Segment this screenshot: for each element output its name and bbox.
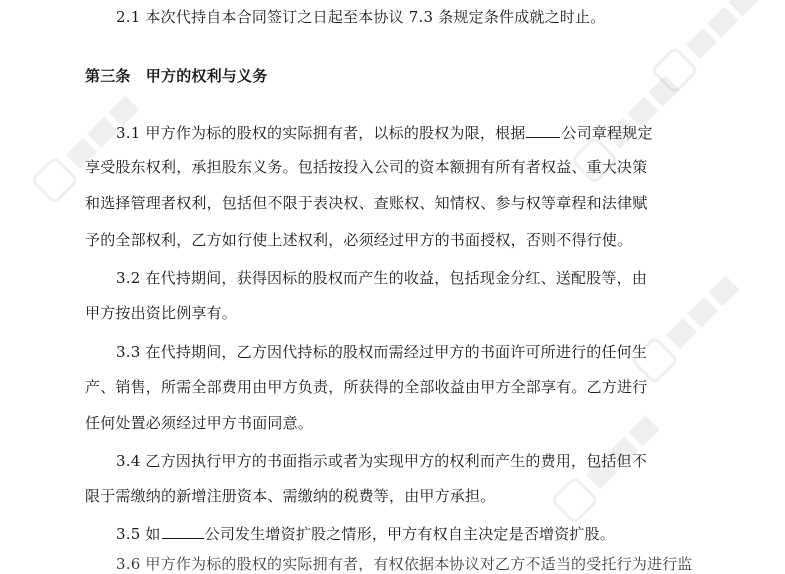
clause-3-1-text-a: 3.1 甲方作为标的股权的实际拥有者，以标的股权为限，根据 bbox=[116, 124, 526, 142]
clause-3-4-line-1: 3.4 乙方因执行甲方的书面指示或者为实现甲方的权利而产生的费用，包括但不 bbox=[116, 452, 648, 470]
watermark-logo bbox=[628, 253, 762, 387]
clause-3-5-text-b: 公司发生增资扩股之情形，甲方有权自主决定是否增资扩股。 bbox=[204, 525, 616, 543]
clause-3-3-line-3: 任何处置必须经过甲方书面同意。 bbox=[85, 414, 314, 432]
clause-3-5-line-1 bbox=[116, 524, 615, 544]
clause-3-1-line-3: 和选择管理者权利，包括但不限于表决权、查账权、知情权、参与权等章程和法律赋 bbox=[85, 194, 648, 212]
clause-3-2-line-2: 甲方按出资比例享有。 bbox=[85, 304, 238, 322]
clause-3-2-line-1: 3.2 在代持期间，获得因标的股权而产生的收益，包括现金分红、送配股等，由 bbox=[116, 269, 648, 287]
clause-3-6-partial-line: 3.6 甲方作为标的股权的实际拥有者，有权依据本协议对乙方不适当的受托行为进行监 bbox=[116, 555, 693, 573]
clause-3-3-line-1: 3.3 在代持期间，乙方因代持标的股权而需经过甲方的书面许可所进行的任何生 bbox=[116, 343, 648, 361]
watermark-logo bbox=[648, 0, 782, 97]
clause-3-1-line-1 bbox=[116, 123, 653, 143]
blank-company-name bbox=[162, 524, 204, 539]
clause-3-4-line-2: 限于需缴纳的新增注册资本、需缴纳的税费等，由甲方承担。 bbox=[85, 487, 496, 505]
clause-3-3-line-2: 产、销售，所需全部费用由甲方负责，所获得的全部收益由甲方全部享有。乙方进行 bbox=[85, 378, 648, 396]
clause-3-5-text-a: 3.5 如 bbox=[116, 525, 161, 543]
clause-3-1-line-2: 享受股东权利，承担股东义务。包括按投入公司的资本额拥有所有者权益、重大决策 bbox=[85, 158, 648, 176]
blank-company-name bbox=[526, 123, 560, 138]
clause-3-1-line-4: 予的全部权利，乙方如行使上述权利，必须经过甲方的书面授权，否则不得行使。 bbox=[85, 231, 633, 249]
section-heading: 第三条 甲方的权利与义务 bbox=[85, 67, 268, 85]
clause-2-1: 2.1 本次代持自本合同签订之日起至本协议 7.3 条规定条件成就之时止。 bbox=[116, 8, 606, 26]
clause-3-1-text-b: 公司章程规定 bbox=[561, 124, 653, 142]
